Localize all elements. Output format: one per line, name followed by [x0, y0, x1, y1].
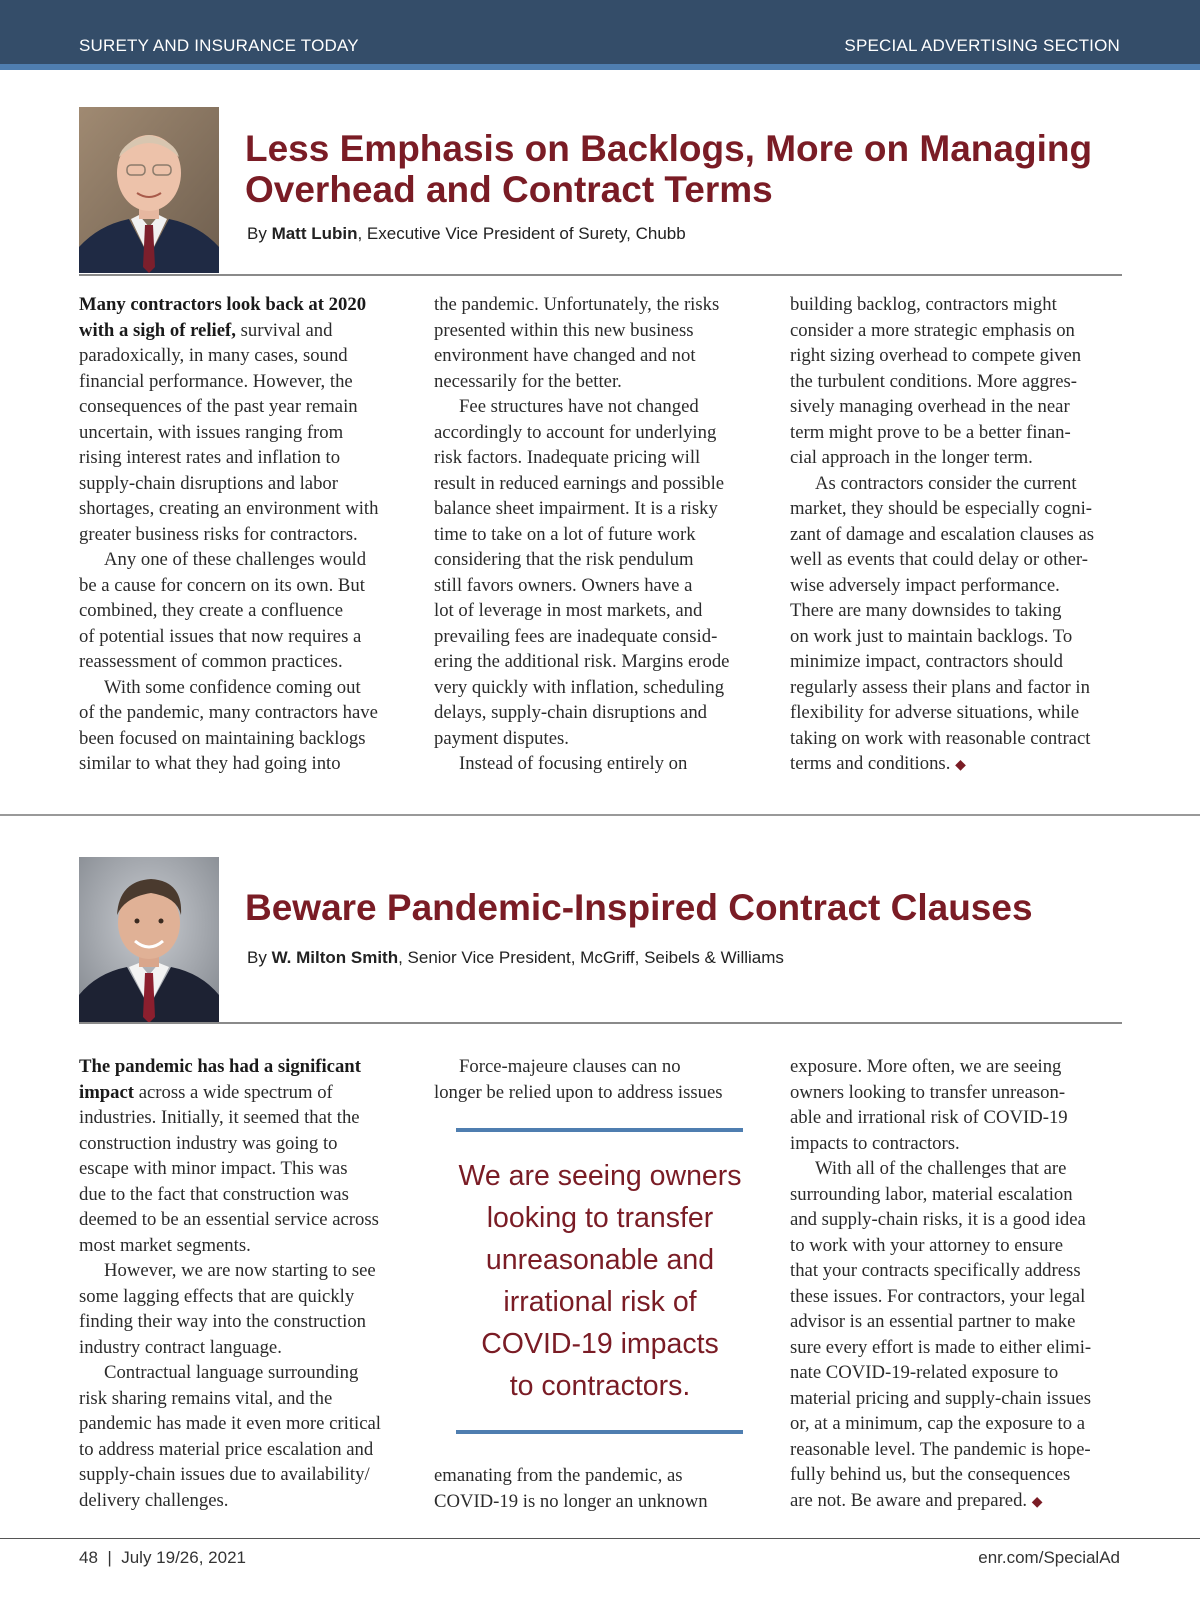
pullquote-line: to contractors.	[509, 1370, 691, 1402]
website-url: enr.com/SpecialAd	[978, 1548, 1120, 1567]
text-line	[434, 1054, 766, 1080]
text-line: risk sharing remains vital, and the	[79, 1387, 333, 1409]
article-2-divider	[79, 1022, 1122, 1024]
publication-section-label: SURETY AND INSURANCE TODAY	[79, 36, 359, 55]
text-line: sively managing overhead in the near	[790, 396, 1070, 417]
text-line: reassessment of common practices.	[79, 651, 343, 672]
text-line	[790, 1156, 1122, 1182]
text-line: zant of damage and escalation clauses as	[790, 523, 1095, 545]
text-line: There are many downsides to taking	[790, 600, 1062, 621]
article-1-headline	[245, 128, 1092, 210]
line-text: However, we are now starting to see	[104, 1260, 376, 1281]
text-line: of the pandemic, many contractors have	[79, 702, 378, 723]
text-line: right sizing overhead to compete given	[790, 345, 1082, 366]
text-line: risk factors. Inadequate pricing will	[434, 447, 701, 468]
text-line	[79, 318, 411, 344]
article-1-divider	[79, 274, 1122, 276]
article-1-column-1	[79, 292, 411, 777]
text-line: sure every effort is made to either elimi-	[790, 1336, 1092, 1358]
text-line: flexibility for adverse situations, while	[790, 702, 1080, 723]
author-title: , Executive Vice President of Surety, Chubb	[357, 224, 686, 243]
text-line: time to take on a lot of future work	[434, 523, 696, 545]
text-line: to address material price escalation and	[79, 1438, 374, 1460]
pullquote-bottom-rule	[456, 1430, 743, 1434]
text-line	[79, 1054, 411, 1080]
text-line: shortages, creating an environment with	[79, 498, 379, 519]
text-line: wise adversely impact performance.	[790, 574, 1060, 596]
text-line: environment have changed and not	[434, 345, 696, 366]
text-line: advisor is an essential partner to make	[790, 1311, 1076, 1332]
text-line: uncertain, with issues ranging from	[79, 421, 344, 443]
text-line: cial approach in the longer term.	[790, 447, 1033, 468]
author-name: Matt Lubin	[271, 224, 358, 243]
text-line: prevailing fees are inadequate consid-	[434, 625, 718, 647]
line-text: With all of the challenges that are	[815, 1158, 1067, 1179]
text-line	[434, 394, 766, 420]
author-name: W. Milton Smith	[271, 948, 399, 967]
text-line: or, at a minimum, cap the exposure to a	[790, 1413, 1086, 1434]
text-line	[790, 471, 1122, 497]
text-line: that your contracts specifically address	[790, 1260, 1081, 1281]
header-bar	[0, 0, 1200, 64]
text-line: paradoxically, in many cases, sound	[79, 345, 348, 366]
text-line: able and irrational risk of COVID-19	[790, 1107, 1068, 1128]
text-line	[790, 1488, 1122, 1516]
text-line: supply-chain disruptions and labor	[79, 472, 338, 494]
article-2-headline: Beware Pandemic-Inspired Contract Clauses	[245, 887, 1033, 928]
article-2-column-2-bottom	[434, 1463, 766, 1514]
article-2-column-3	[790, 1054, 1122, 1515]
text-line: similar to what they had going into	[79, 753, 341, 774]
text-line: deemed to be an essential service across	[79, 1209, 379, 1230]
header-accent-stripe	[0, 64, 1200, 70]
text-line: industry contract language.	[79, 1336, 282, 1358]
line-text: Instead of focusing entirely on	[459, 753, 688, 774]
lead-in-text: The pandemic has had a significant	[79, 1056, 361, 1077]
author-photo-matt-lubin	[79, 107, 219, 273]
text-line: term might prove to be a better finan-	[790, 421, 1071, 443]
text-line: minimize impact, contractors should	[790, 651, 1063, 672]
text-line	[79, 675, 411, 701]
byline-prefix: By	[247, 224, 272, 243]
line-text: terms and conditions.	[790, 753, 956, 774]
page-number-and-date: 48 | July 19/26, 2021	[79, 1548, 246, 1567]
text-line	[79, 292, 411, 318]
line-text: Force-majeure clauses can no	[459, 1056, 681, 1077]
text-line: greater business risks for contractors.	[79, 523, 358, 545]
author-title: , Senior Vice President, McGriff, Seibels & Williams	[398, 948, 784, 967]
text-line: consequences of the past year remain	[79, 396, 358, 417]
pullquote-top-rule	[456, 1128, 743, 1132]
text-line: escape with minor impact. This was	[79, 1158, 348, 1179]
text-line: considering that the risk pendulum	[434, 549, 694, 570]
pullquote-line: unreasonable and	[485, 1244, 715, 1276]
text-line: balance sheet impairment. It is a risky	[434, 498, 718, 519]
text-line: regularly assess their plans and factor in	[790, 676, 1090, 698]
text-line: presented within this new business	[434, 319, 694, 341]
text-line: most market segments.	[79, 1234, 251, 1256]
text-line: payment disputes.	[434, 727, 569, 749]
article-2-column-2-top	[434, 1054, 766, 1105]
author-photo-w-milton-smith	[79, 857, 219, 1023]
article-2-column-1	[79, 1054, 411, 1513]
text-line	[434, 751, 766, 777]
lead-in-text: impact	[79, 1081, 135, 1103]
pullquote-line: irrational risk of	[503, 1286, 697, 1318]
article-1-column-2	[434, 292, 766, 777]
text-line: due to the fact that construction was	[79, 1183, 349, 1205]
text-line: material pricing and supply-chain issues	[790, 1387, 1091, 1409]
text-line: on work just to maintain backlogs. To	[790, 625, 1073, 647]
article-1-byline	[247, 224, 686, 244]
article-1-column-3	[790, 292, 1122, 779]
text-line: accordingly to account for underlying	[434, 421, 717, 443]
text-line: lot of leverage in most markets, and	[434, 600, 703, 621]
line-text: survival and	[235, 319, 333, 341]
text-line: exposure. More often, we are seeing	[790, 1056, 1062, 1077]
line-text: are not. Be aware and prepared.	[790, 1489, 1032, 1511]
end-of-article-diamond-icon: ◆	[1031, 1494, 1043, 1510]
text-line: result in reduced earnings and possible	[434, 472, 725, 494]
line-text: across a wide spectrum of	[134, 1081, 333, 1103]
text-line: impacts to contractors.	[790, 1132, 960, 1154]
text-line	[79, 1360, 411, 1386]
text-line: the turbulent conditions. More aggres-	[790, 370, 1077, 392]
text-line: been focused on maintaining backlogs	[79, 727, 366, 749]
text-line	[79, 1258, 411, 1284]
line-text: Fee structures have not changed	[459, 396, 699, 417]
text-line: of potential issues that now requires a	[79, 625, 362, 647]
article-2-byline	[247, 948, 784, 968]
text-line: industries. Initially, it seemed that the	[79, 1107, 360, 1128]
line-text: Contractual language surrounding	[104, 1362, 359, 1383]
text-line: very quickly with inflation, scheduling	[434, 676, 725, 698]
text-line: pandemic has made it even more critical	[79, 1413, 381, 1434]
lead-in-text: with a sigh of relief,	[79, 319, 236, 341]
text-line: delivery challenges.	[79, 1489, 229, 1511]
end-of-article-diamond-icon: ◆	[955, 758, 966, 773]
text-line: well as events that could delay or other-	[790, 549, 1089, 570]
text-line: to work with your attorney to ensure	[790, 1234, 1063, 1256]
text-line: financial performance. However, the	[79, 370, 353, 392]
text-line: fully behind us, but the consequences	[790, 1464, 1071, 1485]
text-line: consider a more strategic emphasis on	[790, 319, 1075, 341]
text-line: these issues. For contractors, your legal	[790, 1285, 1086, 1307]
text-line: delays, supply-chain disruptions and	[434, 702, 708, 723]
text-line: surrounding labor, material escalation	[790, 1183, 1073, 1205]
text-line: market, they should be especially cogni-	[790, 498, 1093, 519]
text-line: finding their way into the construction	[79, 1311, 367, 1332]
text-line	[79, 547, 411, 573]
text-line	[790, 751, 1122, 779]
text-line: owners looking to transfer unreason-	[790, 1081, 1066, 1103]
text-line: COVID-19 is no longer an unknown	[434, 1490, 708, 1512]
text-line: ering the additional risk. Margins erode	[434, 651, 730, 672]
pullquote-line: COVID-19 impacts	[481, 1328, 719, 1360]
text-line: and supply-chain risks, it is a good idea	[790, 1209, 1086, 1230]
text-line: combined, they create a confluence	[79, 600, 344, 621]
text-line: the pandemic. Unfortunately, the risks	[434, 294, 720, 315]
footer-rule	[0, 1538, 1200, 1539]
text-line: emanating from the pandemic, as	[434, 1465, 683, 1486]
text-line: still favors owners. Owners have a	[434, 574, 693, 596]
line-text: With some confidence coming out	[104, 676, 361, 698]
text-line: building backlog, contractors might	[790, 294, 1057, 315]
advertising-section-label: SPECIAL ADVERTISING SECTION	[844, 36, 1120, 55]
text-line	[79, 1080, 411, 1106]
text-line: construction industry was going to	[79, 1132, 338, 1154]
text-line: nate COVID-19-related exposure to	[790, 1362, 1059, 1383]
line-text: Any one of these challenges would	[104, 549, 367, 570]
pullquote-line: looking to transfer	[486, 1202, 714, 1234]
article-1-headline-line-1: Less Emphasis on Backlogs, More on Managing	[245, 128, 1093, 169]
article-1-headline-line-2: Overhead and Contract Terms	[245, 169, 773, 210]
line-text: As contractors consider the current	[815, 472, 1077, 494]
text-line: be a cause for concern on its own. But	[79, 574, 365, 596]
text-line: necessarily for the better.	[434, 370, 622, 392]
text-line: rising interest rates and inflation to	[79, 447, 341, 468]
text-line: reasonable level. The pandemic is hope-	[790, 1438, 1091, 1460]
pullquote-line: We are seeing owners	[458, 1160, 742, 1192]
section-divider	[0, 814, 1200, 816]
text-line: some lagging effects that are quickly	[79, 1285, 355, 1307]
text-line: supply-chain issues due to availability/	[79, 1464, 370, 1485]
lead-in-text: Many contractors look back at 2020	[79, 294, 367, 315]
text-line: longer be relied upon to address issues	[434, 1081, 723, 1103]
pullquote	[440, 1155, 760, 1407]
text-line: taking on work with reasonable contract	[790, 727, 1091, 749]
byline-prefix: By	[247, 948, 272, 967]
